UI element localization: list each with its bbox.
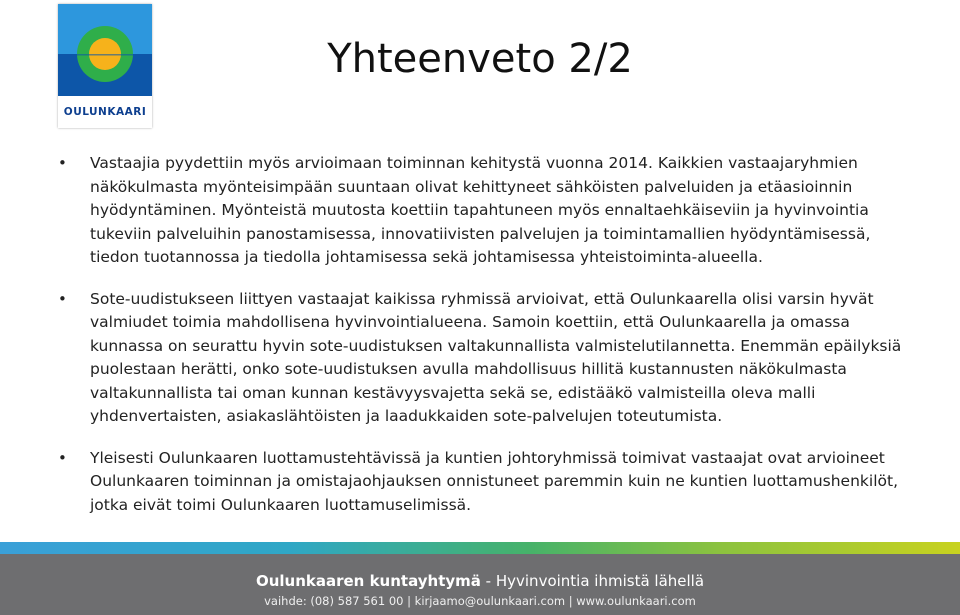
slide-title-text: Yhteenveto 2/2 (327, 36, 633, 82)
bullet-item (58, 152, 918, 270)
bullet-text: Yleisesti Oulunkaaren luottamustehtävissä ja kuntien johtoryhmissä toimivat vastaajat ovat arvioineet Oulunkaaren toiminnan ja omistajaohjauksen onnistuneet paremmin kuin ne kuntien luottamushenkilöt, jotka eivät toimi Oulunkaaren luottamuselimissä. (90, 448, 898, 514)
bullet-dot-icon: • (58, 154, 67, 172)
footer-org-name: Oulunkaaren kuntayhtymä (255, 572, 481, 590)
logo-text: OULUNKAARI (63, 106, 147, 118)
bullet-dot-icon: • (58, 289, 67, 308)
bullet-dot-icon: • (58, 448, 67, 467)
bullet-item (58, 288, 918, 429)
footer-org-line (0, 572, 960, 590)
slide-title (0, 36, 960, 82)
bullet-text: Vastaajia pyydettiin myös arvioimaan toiminnan kehitystä vuonna 2014. Kaikkien vastaajaryhmien näkökulmasta myönteisimpään suuntaan olivat kehittyneet sähköisten palveluiden ja etäasioinnin hyödyntäminen. Myönteistä muutosta koettiin tapahtuneen myös ennaltaehkäiseviin ja hyvinvointia tukeviin palveluihin panostamisessa, innovatiivisten palvelujen ja toimintamallien hyödyntämisessä, tiedon tuotannossa ja tiedolla johtamisessa sekä johtamisessa yhteistoiminta-alueella. (90, 154, 871, 266)
footer-slogan: - Hyvinvointia ihmistä lähellä (480, 572, 705, 590)
bullet-item (58, 447, 918, 518)
bullet-list (58, 152, 918, 535)
footer-contact: vaihde: (08) 587 561 00 | kirjaamo@oulunkaari.com | www.oulunkaari.com (264, 594, 696, 608)
bullet-text: Sote-uudistukseen liittyen vastaajat kaikissa ryhmissä arvioivat, että Oulunkaarella olisi varsin hyvät valmiudet toimia mahdollisena hyvinvointialueena. Samoin koettiin, että Oulunkaarella ja omassa kunnassa on seurattu hyvin sote-uudistuksen valtakunnallista valmistelutilannetta. Enemmän epäilyksiä puolestaan herätti, onko sote-uudistuksen avulla mahdollisuus hillitä kustannusten näkökulmasta valtakunnallista tai oman kunnan kestävyysvajetta sekä se, edistääkö valmisteilla oleva malli yhdenvertaisten, asiakaslähtöisten ja laadukkaiden sote-palvelujen toteutumista. (90, 289, 902, 425)
footer (0, 554, 960, 615)
color-stripe (0, 542, 960, 554)
